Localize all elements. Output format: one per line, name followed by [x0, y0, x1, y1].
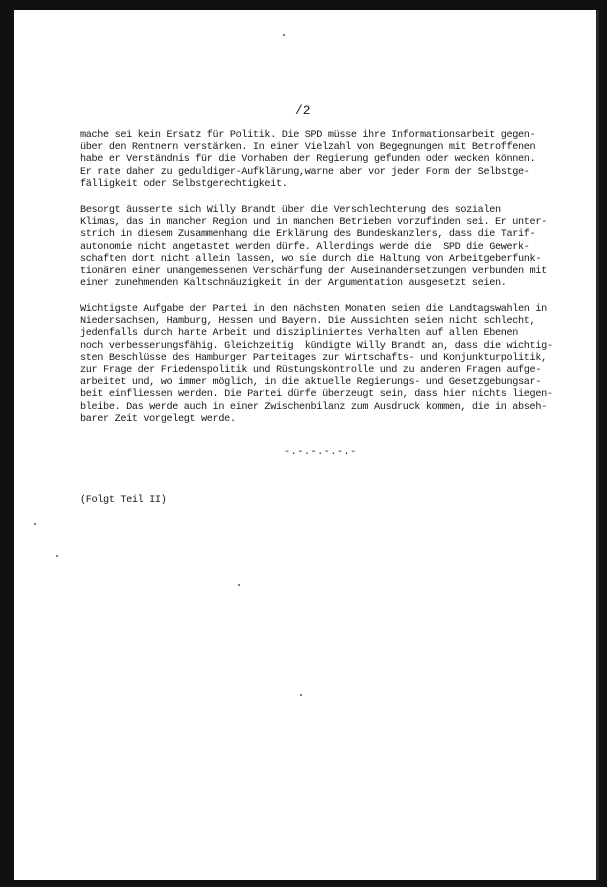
page-number: /2	[295, 103, 311, 118]
section-separator: -.-.-.-.-.-	[284, 447, 357, 458]
scan-speck	[56, 555, 58, 557]
scan-speck	[300, 694, 302, 696]
paragraph-2: Besorgt äusserte sich Willy Brandt über die Verschlechterung des sozialen Klimas, das in mancher Region und in manchen Betrieben vorzufinden sei. Er unter- strich in diesem Zusammenhang die Erklärung des Bundeskanzlers, dass die Tarif- autonomie nicht angetastet werden dürfe. Allerdings werde die SPD die Gewerk- schaften dort nicht allein lassen, wo sie durch die Haltung von Arbeitgeberfunk- tionären einer unangemessenen Verschärfung der Auseinandersetzungen verbunden mit einer zunehmenden Kaltschnäuzigkeit in der Argumentation ausgesetzt seien.	[80, 205, 547, 290]
document-page	[14, 10, 599, 880]
paragraph-3: Wichtigste Aufgabe der Partei in den nächsten Monaten seien die Landtagswahlen in Niedersachsen, Hamburg, Hessen und Bayern. Die Aussichten seien nicht schlecht, jedenfalls durch harte Arbeit und diszipliniertes Verhalten auf allen Ebenen noch verbesserungsfähig. Gleichzeitig kündigte Willy Brandt an, dass die wichtig- sten Beschlüsse des Hamburger Parteitages zur Wirtschafts- und Konjunkturpolitik, zur Frage der Friedenspolitik und Rüstungskontrolle und zu anderen Fragen aufge- arbeitet und, wo immer möglich, in die aktuelle Regierungs- und Gesetzgebungsar- beit einfliessen werden. Die Partei dürfe überzeugt sein, dass hier nichts liegen- bleibe. Das werde auch in einer Zwischenbilanz zum Ausdruck kommen, die in abseh- barer Zeit vorgelegt werde.	[80, 304, 553, 425]
scan-speck	[238, 584, 240, 586]
continuation-note: (Folgt Teil II)	[80, 495, 167, 506]
paragraph-1: mache sei kein Ersatz für Politik. Die SPD müsse ihre Informationsarbeit gegen- über den Rentnern verstärken. In einer Vielzahl von Begegnungen mit Betroffenen habe er Verständnis für die Vorhaben der Regierung gefunden oder wecken können. Er rate daher zu geduldiger-Aufklärung,warne aber vor jeder Form der Selbstge- fälligkeit oder Selbstgerechtigkeit.	[80, 130, 536, 190]
scan-speck	[34, 523, 36, 525]
scan-speck	[283, 34, 285, 36]
